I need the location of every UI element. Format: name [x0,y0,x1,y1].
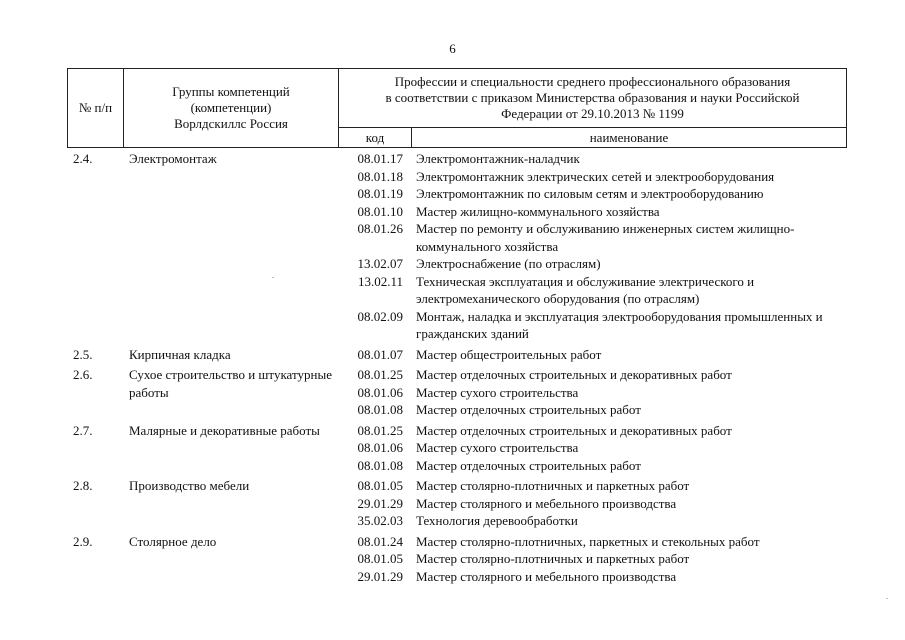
profession-name: Мастер столярно-плотничных и паркетных работ [416,551,690,566]
profession-code: 08.01.07 [357,346,403,362]
profession-code: 29.01.29 [357,495,403,511]
profession-code: 08.01.06 [357,440,403,455]
header-code: код [339,128,412,147]
profession-name: Технология деревообработки [416,513,578,528]
table-header [67,68,847,148]
profession-code: 08.01.19 [357,186,403,201]
table-row-group [67,346,847,364]
profession-code: 08.01.10 [357,203,403,219]
profession-name: Электроснабжение (по отраслям) [416,256,601,271]
profession-name: Мастер отделочных строительных работ [416,402,641,417]
profession-name: Техническая эксплуатация и обслуживание электрического и электромеханического оборудования (по отраслям) [416,273,755,306]
profession-code: 08.01.06 [357,384,403,400]
table-row [338,273,847,308]
profession-name: Мастер общестроительных работ [416,346,602,362]
table-row [338,150,847,168]
profession-name: Мастер сухого строительства [416,384,579,400]
header-professions: Профессии и специальности среднего профессионального образования в соответствии с приказом Министерства образования и науки Российской Федерации от 29.10.2013 № 1199 [339,69,846,128]
profession-code: 08.01.24 [357,533,403,549]
group-name: Электромонтаж [129,151,217,166]
profession-code: 08.01.25 [357,367,403,382]
table-row [338,346,847,364]
group-name: Сухое строительство и штукатурные работы [129,367,332,400]
table-row [338,495,847,513]
table-row-group [67,150,847,343]
profession-name: Мастер сухого строительства [416,440,579,455]
profession-code: 08.01.17 [357,151,403,166]
profession-name: Электромонтажник по силовым сетям и электрооборудованию [416,186,764,201]
table-row [338,220,847,255]
table-row [338,366,847,384]
table-row-group [67,422,847,475]
table-row [338,568,847,586]
table-row [338,512,847,530]
profession-name: Мастер жилищно-коммунального хозяйства [416,203,660,219]
group-number: 2.9. [73,533,93,549]
profession-code: 08.01.05 [357,551,403,566]
header-name: наименование [589,129,669,145]
profession-code: 08.01.05 [357,478,403,493]
profession-code: 08.01.08 [357,457,403,473]
group-name: Столярное дело [129,533,217,549]
group-number: 2.5. [73,346,93,362]
table-row [338,550,847,568]
profession-code: 08.02.09 [357,308,403,324]
profession-code: 08.01.18 [357,168,403,184]
scan-speck [272,277,274,278]
header-competence-groups: Группы компетенций (компетенции) Ворлдскиллс Россия [124,69,339,147]
profession-name: Мастер столярного и мебельного производства [416,495,677,511]
profession-name: Монтаж, наладка и эксплуатация электрооборудования промышленных и гражданских зданий [416,308,823,341]
profession-name: Мастер столярно-плотничных, паркетных и стекольных работ [416,533,760,549]
profession-code: 35.02.03 [357,513,403,528]
profession-name: Мастер отделочных строительных и декоративных работ [416,367,732,382]
profession-name: Мастер по ремонту и обслуживанию инженерных систем жилищно-коммунального хозяйства [416,221,795,254]
table-row [338,477,847,495]
group-number: 2.6. [73,367,93,382]
group-number: 2.8. [73,478,93,493]
group-name: Малярные и декоративные работы [129,422,320,438]
table-row [338,422,847,440]
profession-name: Электромонтажник-наладчик [416,151,580,166]
profession-name: Мастер отделочных строительных работ [416,457,641,473]
table-row [338,401,847,419]
table-row-group [67,533,847,586]
table-row [338,308,847,343]
group-number: 2.4. [73,151,93,166]
group-number: 2.7. [73,422,93,438]
profession-name: Электромонтажник электрических сетей и электрооборудования [416,168,775,184]
table-row [338,384,847,402]
table-row [338,203,847,221]
table-row [338,533,847,551]
group-name: Кирпичная кладка [129,346,231,362]
profession-name: Мастер отделочных строительных и декоративных работ [416,422,732,438]
header-number: № п/п [68,69,124,147]
scan-speck [886,598,888,599]
profession-code: 13.02.07 [357,256,403,271]
table-row-group [67,366,847,419]
page-number: 6 [449,41,456,56]
table-row [338,168,847,186]
profession-name: Мастер столярного и мебельного производства [416,568,677,584]
table-body [67,150,847,588]
table-row [338,457,847,475]
profession-name: Мастер столярно-плотничных и паркетных работ [416,478,690,493]
profession-code: 08.01.26 [357,221,403,236]
profession-code: 13.02.11 [357,273,403,289]
table-row [338,439,847,457]
table-row [338,185,847,203]
profession-code: 08.01.25 [357,422,403,438]
table-row-group [67,477,847,530]
table-row [338,255,847,273]
profession-code: 29.01.29 [357,568,403,584]
profession-code: 08.01.08 [357,402,403,417]
group-name: Производство мебели [129,478,250,493]
